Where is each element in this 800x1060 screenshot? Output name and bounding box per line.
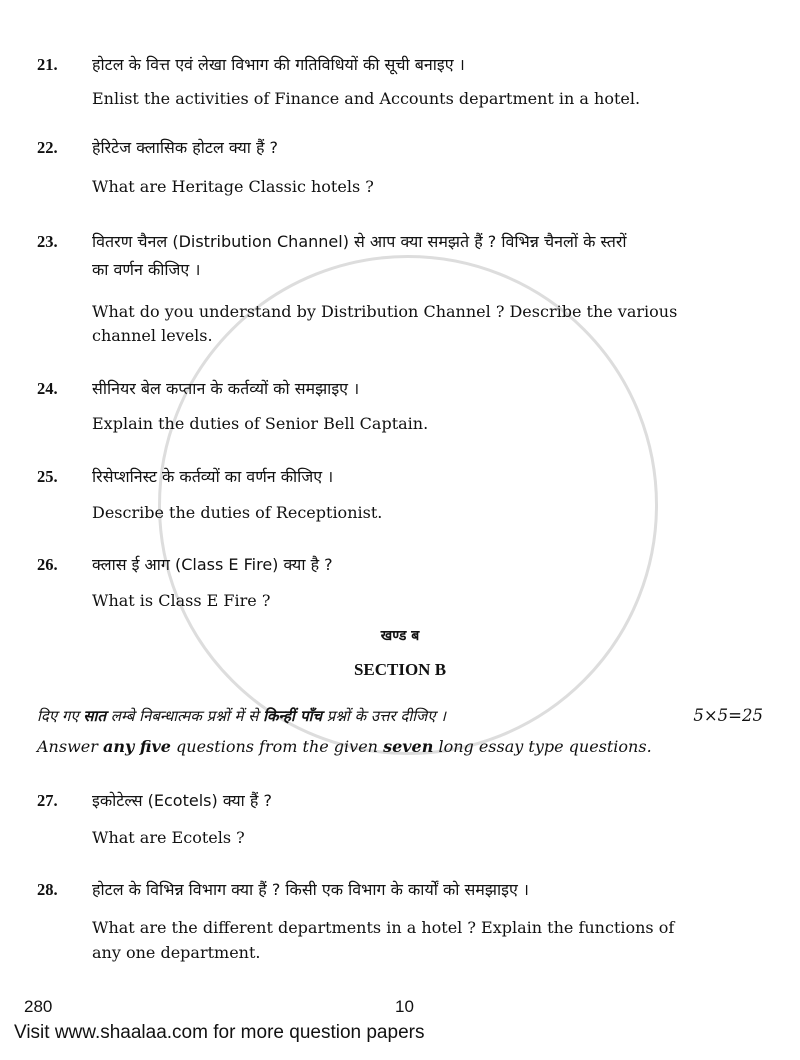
question-number: 25. — [37, 467, 58, 486]
question-number: 21. — [37, 55, 58, 74]
question-text-hindi: क्लास ई आग (Class E Fire) क्या है ? — [92, 555, 333, 574]
question-number: 27. — [37, 791, 58, 810]
question-number: 26. — [37, 555, 58, 574]
question-text-english: What do you understand by Distribution Channel ? Describe the various — [92, 302, 678, 321]
marks: 5×5=25 — [693, 706, 763, 725]
instruction-hindi: दिए गए सात लम्बे निबन्धात्मक प्रश्नों में से किन्हीं पाँच प्रश्नों के उत्तर दीजिए । — [37, 707, 446, 725]
question-text-english: What are the different departments in a hotel ? Explain the functions of — [92, 918, 675, 937]
question-text-english: channel levels. — [92, 326, 213, 345]
question-text-english: Describe the duties of Receptionist. — [92, 503, 383, 522]
page-number: 10 — [395, 997, 414, 1016]
instruction-english: Answer any five questions from the given seven long essay type questions. — [37, 737, 652, 756]
question-text-english: What are Heritage Classic hotels ? — [92, 177, 374, 196]
section-title: SECTION B — [353, 660, 447, 679]
question-text-hindi: वितरण चैनल (Distribution Channel) से आप क्या समझते हैं ? विभिन्न चैनलों के स्तरों — [92, 232, 627, 251]
question-text-hindi: होटल के वित्त एवं लेखा विभाग की गतिविधियों की सूची बनाइए । — [92, 55, 465, 74]
question-text-english: Enlist the activities of Finance and Accounts department in a hotel. — [92, 89, 641, 108]
paper-code: 280 — [24, 997, 53, 1016]
question-text-hindi: का वर्णन कीजिए । — [92, 260, 201, 279]
question-number: 22. — [37, 138, 58, 157]
question-text-english: What is Class E Fire ? — [92, 591, 271, 610]
question-text-english: Explain the duties of Senior Bell Captain. — [92, 414, 429, 433]
question-text-english: What are Ecotels ? — [92, 828, 245, 847]
question-number: 23. — [37, 232, 58, 251]
visit-link[interactable]: Visit www.shaalaa.com for more question papers — [14, 1022, 425, 1043]
question-number: 24. — [37, 379, 58, 398]
question-number: 28. — [37, 880, 58, 899]
question-text-hindi: रिसेप्शनिस्ट के कर्तव्यों का वर्णन कीजिए । — [92, 467, 334, 486]
question-text-hindi: होटल के विभिन्न विभाग क्या हैं ? किसी एक विभाग के कार्यों को समझाइए । — [92, 880, 529, 899]
question-text-hindi: सीनियर बेल कप्तान के कर्तव्यों को समझाइए । — [92, 379, 360, 398]
section-title-hindi: खण्ड ब — [380, 628, 420, 644]
question-text-hindi: हेरिटेज क्लासिक होटल क्या हैं ? — [92, 138, 279, 157]
question-text-english: any one department. — [92, 943, 261, 962]
question-text-hindi: इकोटेल्स (Ecotels) क्या हैं ? — [92, 791, 272, 810]
